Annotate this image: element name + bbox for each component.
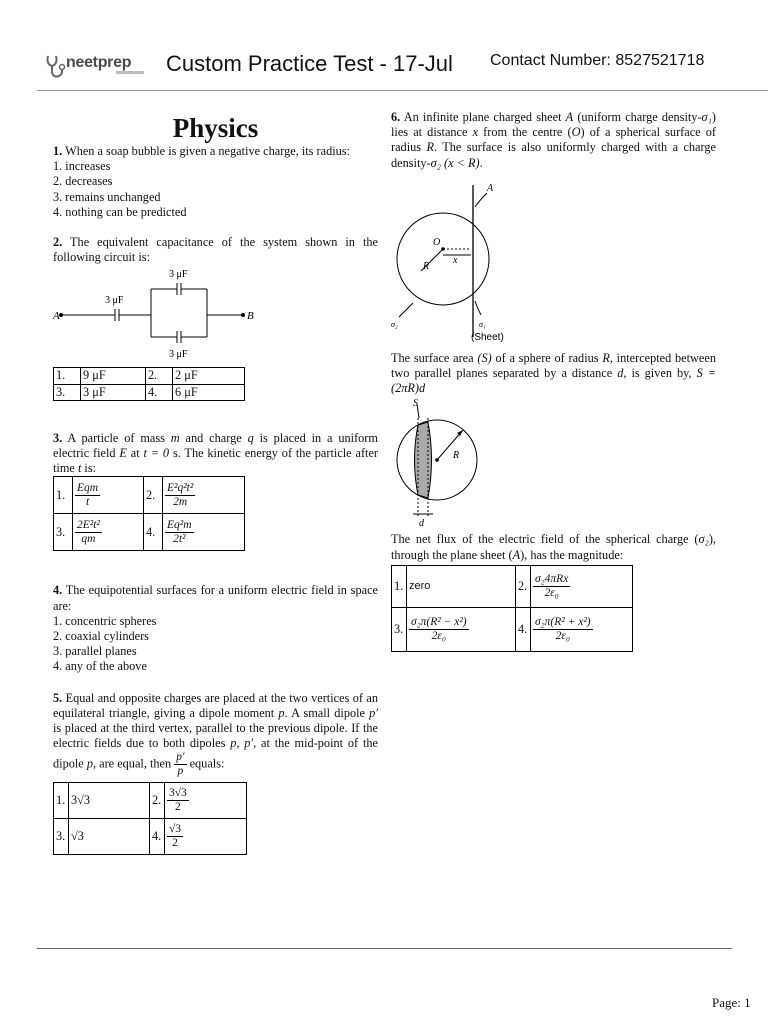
option: 1. concentric spheres	[53, 613, 157, 628]
option-value	[531, 607, 633, 651]
option: 4. any of the above	[53, 659, 147, 674]
fraction-numerator: Eq²m	[167, 518, 192, 531]
option-value: zero	[407, 565, 516, 607]
option: 4. nothing can be predicted	[53, 204, 187, 219]
sphere-sheet-diagram	[391, 177, 531, 345]
option-number: 1.	[392, 565, 407, 607]
math-symbol: σ₂ (x < R)	[430, 155, 480, 170]
question-3	[53, 431, 378, 552]
question-text: is placed at the third vertex, parallel to the previous dipole. If the electric fields due to both dipoles	[53, 721, 378, 751]
fraction-numerator: σ₂4πRx	[535, 572, 569, 585]
math-symbol: p	[278, 705, 285, 720]
question-text: (uniform charge density-	[573, 110, 702, 124]
question-text: ), has the magnitude:	[520, 547, 624, 562]
option-value: 2 μF	[173, 368, 245, 384]
fraction-denominator: 2	[172, 837, 178, 850]
math-symbol: x	[472, 125, 479, 140]
capacitor-top-label: 3 μF	[169, 269, 188, 281]
logo-tagline-bar	[116, 71, 144, 74]
option-value	[531, 565, 633, 607]
option-value: √3	[69, 819, 150, 855]
option-value: 3√3	[69, 783, 150, 819]
capacitor-left-label: 3 μF	[105, 295, 124, 307]
option-value: 3 μF	[81, 384, 146, 400]
sigma2-label: σ₂	[391, 319, 398, 329]
fraction-numerator: σ₂π(R² + x²)	[535, 615, 591, 628]
math-symbol: A	[512, 547, 521, 562]
question-text: , intercepted between two parallel planes separated by a distance	[391, 350, 716, 381]
node-a-label: A	[53, 310, 60, 323]
question-2	[53, 235, 378, 401]
question-text: is placed in a uniform electric field	[53, 430, 378, 461]
question-5	[53, 691, 378, 856]
math-symbol: σ₁	[701, 110, 712, 124]
option: 3. remains unchanged	[53, 189, 161, 204]
math-symbol: A	[565, 110, 574, 124]
option: 1. increases	[53, 159, 111, 174]
footer-divider	[37, 948, 732, 949]
subject-title: Physics	[172, 113, 259, 143]
question-text: and charge	[179, 430, 248, 445]
question-text: ) lies at distance	[391, 110, 716, 140]
option-number: 1.	[54, 783, 69, 819]
fraction-denominator: t	[85, 495, 90, 508]
fraction-numerator: Eqm	[77, 481, 99, 494]
question-text: ) of a spherical surface of radius	[391, 125, 716, 155]
question-text: The net flux of the electric field of the spherical charge (	[391, 532, 699, 547]
stethoscope-icon	[44, 54, 66, 80]
math-symbol: (S)	[477, 350, 492, 365]
option-value	[163, 514, 245, 551]
option-number: 2.	[150, 783, 165, 819]
option-value: 6 μF	[173, 384, 245, 400]
math-symbol: q	[247, 430, 254, 445]
question-text: equals:	[186, 756, 225, 771]
page-number: Page: 1	[712, 995, 751, 1010]
fraction-denominator: p	[177, 765, 184, 778]
neetprep-logo	[44, 54, 144, 80]
option-number: 3.	[54, 819, 69, 855]
answer-table	[53, 476, 245, 551]
fraction-denominator: 2	[175, 801, 181, 814]
question-text: . The surface is also uniformly charged with a charge density-	[391, 140, 716, 170]
math-symbol: p	[86, 756, 93, 771]
question-text: . A small dipole	[284, 705, 370, 720]
fraction-numerator: 2E²t²	[77, 518, 100, 531]
question-text: , at the mid-point of the dipole	[53, 736, 378, 771]
question-6	[391, 110, 716, 652]
option-number: 4.	[146, 384, 173, 400]
fraction-numerator: E²q²t²	[167, 481, 194, 494]
option-number: 3.	[54, 384, 81, 400]
question-text: The equivalent capacitance of the system shown in the following circuit is:	[53, 235, 378, 265]
right-column	[391, 110, 716, 652]
question-text: The equipotential surfaces for a uniform electric field in space are:	[53, 583, 378, 613]
question-text: .	[479, 155, 483, 170]
question-text: at	[126, 446, 144, 461]
question-number: 4.	[53, 583, 63, 598]
question-number: 6.	[391, 110, 401, 124]
question-4	[53, 583, 378, 674]
fraction-denominator: 2ε₀	[431, 629, 446, 642]
option-value	[73, 514, 144, 551]
math-symbol: σ₂	[698, 532, 709, 547]
option-number: 4.	[144, 514, 163, 551]
math-symbol: O	[571, 125, 581, 140]
question-text: ), through the plane sheet (	[391, 532, 716, 562]
option-number: 2.	[146, 368, 173, 384]
question-text: The surface area	[391, 350, 478, 365]
question-number: 5.	[53, 690, 63, 705]
question-text: s. The kinetic energy of the particle after time	[53, 446, 379, 476]
left-column	[53, 112, 378, 855]
question-number: 3.	[53, 430, 63, 445]
fraction-denominator: 2t²	[173, 532, 186, 545]
math-symbol: R	[426, 140, 434, 155]
option-value	[165, 819, 247, 855]
fraction-numerator: √3	[169, 823, 182, 836]
option-number: 1.	[54, 368, 81, 384]
option-value	[73, 477, 144, 514]
sheet-label-a: A	[487, 182, 494, 194]
fraction-numerator: σ₂π(R² − x²)	[411, 615, 467, 628]
option-number: 4.	[516, 607, 531, 651]
option-value	[165, 783, 247, 819]
fraction-denominator: 2ε₀	[555, 629, 570, 642]
capacitor-circuit-diagram	[53, 265, 293, 365]
option-value	[407, 607, 516, 651]
radius-label-r: R	[453, 450, 460, 462]
radius-label-r: R	[423, 260, 430, 272]
math-symbol: m	[170, 430, 180, 445]
question-number: 1.	[53, 144, 63, 158]
capacitor-bottom-label: 3 μF	[169, 349, 188, 361]
math-symbol: p′	[369, 705, 378, 720]
option-number: 3.	[392, 607, 407, 651]
option-number: 2.	[516, 565, 531, 607]
test-title: Custom Practice Test - 17-Jul	[166, 51, 453, 76]
question-text: from the centre (	[478, 125, 572, 140]
sigma1-label: σ₁	[479, 319, 486, 329]
center-label-o: O	[433, 236, 441, 248]
option-number: 3.	[54, 514, 73, 551]
answer-table	[391, 565, 633, 652]
math-symbol: t	[77, 461, 82, 476]
question-text: is:	[81, 461, 97, 476]
answer-table	[53, 367, 245, 400]
distance-label-x: x	[453, 254, 458, 266]
spacing-label-d: d	[419, 518, 424, 529]
option-value: 9 μF	[81, 368, 146, 384]
node-b-label: B	[247, 310, 254, 323]
question-text: A particle of mass	[62, 430, 171, 445]
fraction-denominator: 2m	[173, 495, 188, 508]
node-b-dot	[241, 313, 245, 317]
question-text: , are equal, then	[92, 756, 175, 771]
option-number: 2.	[144, 477, 163, 514]
math-symbol: E	[119, 446, 127, 461]
logo-text: neetprep	[66, 54, 132, 71]
option: 3. parallel planes	[53, 644, 137, 659]
area-label-s: S	[413, 398, 418, 410]
area-formula: S = (2πR)d	[391, 366, 717, 396]
math-symbol: p, p′	[230, 736, 254, 751]
answer-table	[53, 782, 247, 855]
sphere-zone-diagram	[391, 398, 511, 528]
option: 2. decreases	[53, 174, 113, 189]
question-text: , is given by,	[623, 366, 697, 381]
fraction-denominator: qm	[81, 532, 96, 545]
option: 2. coaxial cylinders	[53, 629, 149, 644]
fraction-numerator: 3√3	[169, 787, 187, 800]
page-header	[0, 0, 768, 92]
math-symbol: t = 0	[143, 446, 170, 461]
sheet-caption: (Sheet)	[471, 331, 504, 343]
option-number: 4.	[150, 819, 165, 855]
option-number: 1.	[54, 477, 73, 514]
question-text: An infinite plane charged sheet	[400, 110, 566, 124]
contact-number: Contact Number: 8527521718	[490, 52, 705, 69]
math-symbol: d	[617, 366, 624, 381]
fraction-numerator: p′	[176, 751, 185, 764]
question-text: of a sphere of radius	[491, 350, 603, 365]
question-number: 2.	[53, 235, 63, 250]
fraction-denominator: 2ε₀	[544, 586, 559, 599]
option-value	[163, 477, 245, 514]
header-divider	[37, 90, 768, 91]
question-1	[53, 144, 378, 220]
question-text: When a soap bubble is given a negative charge, its radius:	[62, 144, 350, 158]
question-text: Equal and opposite charges are placed at the two vertices of an equilateral triangle, giving a dipole moment	[53, 690, 378, 720]
math-symbol: R	[602, 350, 610, 365]
